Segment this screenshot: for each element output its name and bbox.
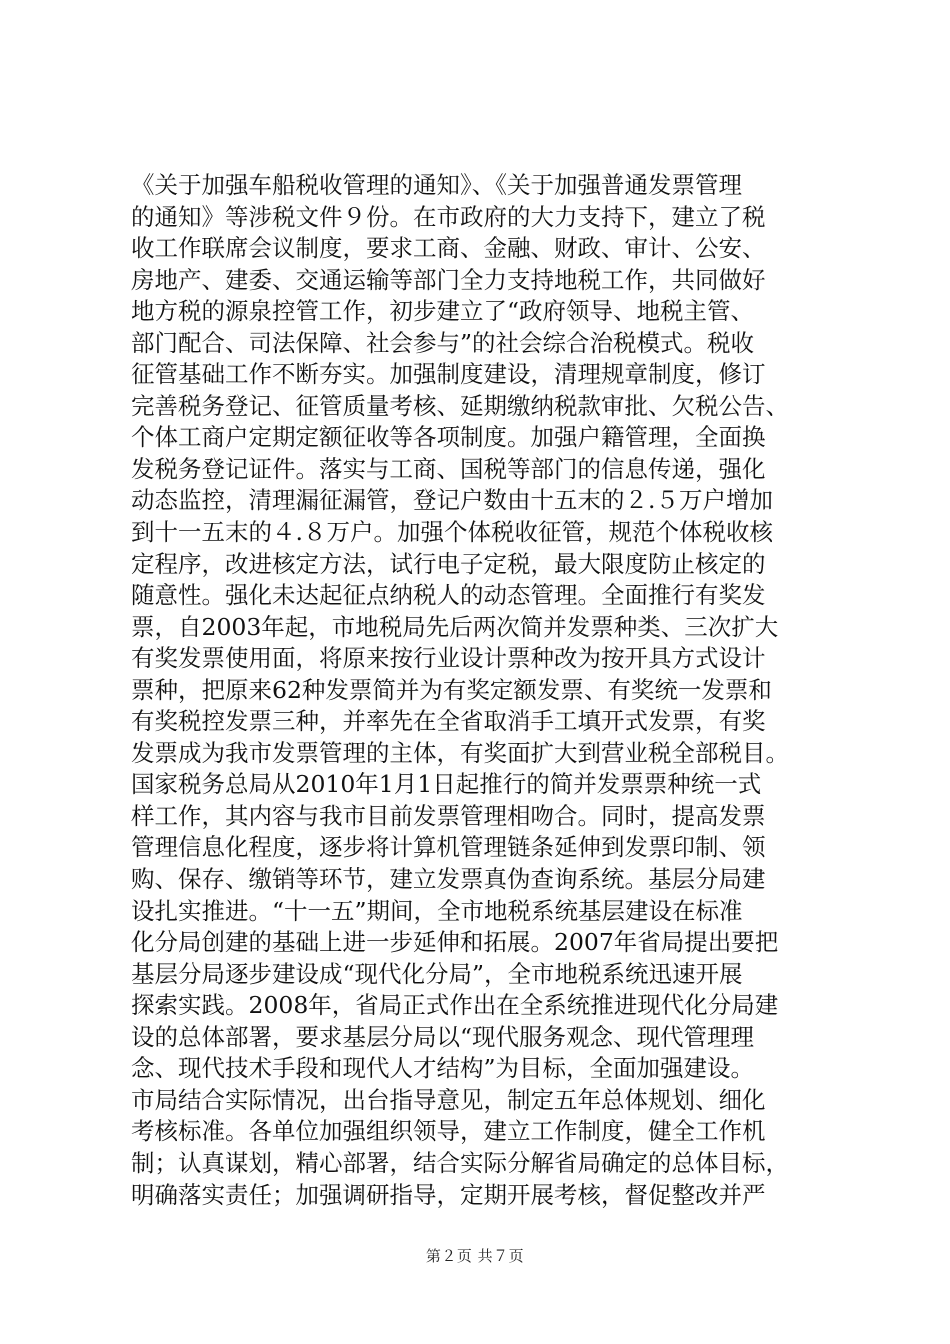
text-line: 定程序，改进核定方法，试行电子定税，最大限度防止核定的 bbox=[131, 549, 766, 578]
text-line: 有奖发票使用面，将原来按行业设计票种改为按开具方式设计 bbox=[131, 644, 766, 673]
text-line: 动态监控，清理漏征漏管，登记户数由十五末的２.５万户增加 bbox=[131, 486, 773, 515]
text-line: 地方税的源泉控管工作，初步建立了“政府领导、地税主管、 bbox=[131, 297, 755, 326]
text-line: 国家税务总局从2010年1月1日起推行的简并发票票种统一式 bbox=[131, 770, 762, 799]
text-line: 征管基础工作不断夯实。加强制度建设，清理规章制度，修订 bbox=[131, 360, 766, 389]
text-line: 随意性。强化未达起征点纳税人的动态管理。全面推行有奖发 bbox=[131, 581, 766, 610]
text-line: 票种，把原来62种发票简并为有奖定额发票、有奖统一发票和 bbox=[131, 675, 772, 704]
text-line: 制；认真谋划，精心部署，结合实际分解省局确定的总体目标， bbox=[131, 1148, 789, 1177]
text-line: 票，自2003年起，市地税局先后两次简并发票种类、三次扩大 bbox=[131, 612, 779, 641]
text-line: 探索实践。2008年，省局正式作出在全系统推进现代化分局建 bbox=[131, 991, 779, 1020]
text-line: 《关于加强车船税收管理的通知》、《关于加强普通发票管理 bbox=[131, 171, 742, 199]
page-number-footer: 第２页 共７页 bbox=[425, 1247, 525, 1265]
text-line: 部门配合、司法保障、社会参与”的社会综合治税模式。税收 bbox=[131, 328, 755, 357]
text-line: 有奖税控发票三种，并率先在全省取消手工填开式发票，有奖 bbox=[131, 707, 766, 736]
text-line: 到十一五末的４.８万户。加强个体税收征管，规范个体税收核 bbox=[131, 518, 773, 547]
text-line: 收工作联席会议制度，要求工商、金融、财政、审计、公安、 bbox=[131, 234, 766, 263]
text-line: 化分局创建的基础上进一步延伸和拓展。2007年省局提出要把 bbox=[131, 928, 779, 957]
body-paragraph bbox=[131, 170, 841, 1211]
text-line: 设扎实推进。“十一五”期间，全市地税系统基层建设在标准 bbox=[131, 896, 743, 925]
text-line: 管理信息化程度，逐步将计算机管理链条延伸到发票印制、领 bbox=[131, 833, 766, 862]
text-line: 的通知》等涉税文件９份。在市政府的大力支持下，建立了税 bbox=[131, 202, 766, 231]
text-line: 个体工商户定期定额征收等各项制度。加强户籍管理，全面换 bbox=[131, 423, 766, 452]
text-line: 完善税务登记、征管质量考核、延期缴纳税款审批、欠税公告、 bbox=[131, 391, 789, 420]
text-line: 明确落实责任；加强调研指导，定期开展考核，督促整改并严 bbox=[131, 1180, 766, 1209]
text-line: 发票成为我市发票管理的主体，有奖面扩大到营业税全部税目。 bbox=[131, 738, 789, 767]
text-line: 基层分局逐步建设成“现代化分局”，全市地税系统迅速开展 bbox=[131, 959, 743, 988]
text-line: 考核标准。各单位加强组织领导，建立工作制度，健全工作机 bbox=[131, 1117, 766, 1146]
text-line: 发税务登记证件。落实与工商、国税等部门的信息传递，强化 bbox=[131, 454, 766, 483]
text-line: 房地产、建委、交通运输等部门全力支持地税工作，共同做好 bbox=[131, 265, 766, 294]
text-line: 念、现代技术手段和现代人才结构”为目标，全面加强建设。 bbox=[131, 1054, 755, 1083]
text-line: 样工作，其内容与我市目前发票管理相吻合。同时，提高发票 bbox=[131, 801, 766, 830]
text-line: 市局结合实际情况，出台指导意见，制定五年总体规划、细化 bbox=[131, 1085, 766, 1114]
text-line: 设的总体部署，要求基层分局以“现代服务观念、现代管理理 bbox=[131, 1022, 755, 1051]
text-line: 购、保存、缴销等环节，建立发票真伪查询系统。基层分局建 bbox=[131, 865, 766, 894]
